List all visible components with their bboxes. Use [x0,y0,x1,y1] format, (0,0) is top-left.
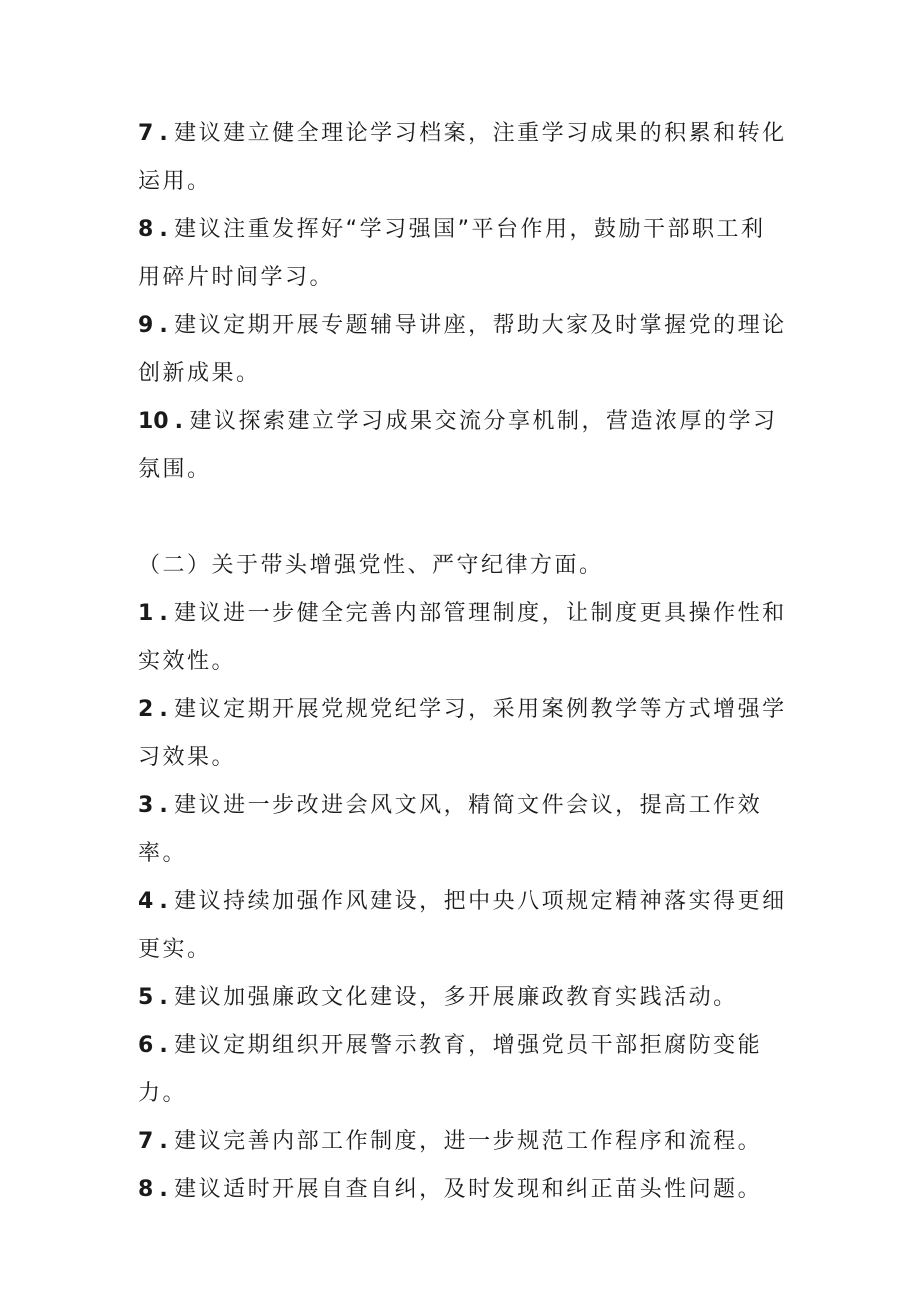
item-number: 2 [138,697,154,722]
item-text: 建议探索建立学习成果交流分享机制，营造浓厚的学习氛围。 [138,409,778,482]
item-separator: . [159,1177,171,1202]
item-separator: . [159,697,171,722]
section-heading: （二）关于带头增强党性、严守纪律方面。 [138,553,604,578]
item-text: 建议定期开展党规党纪学习，采用案例教学等方式增强学习效果。 [138,697,787,770]
list-item [138,1022,788,1118]
item-number: 7 [138,1129,154,1154]
list-item [138,1118,788,1166]
list-item [138,878,788,974]
list-item [138,686,788,782]
list-item [138,1166,788,1214]
item-number: 8 [138,217,154,242]
list-item [138,974,788,1022]
item-text: 建议定期组织开展警示教育，增强党员干部拒腐防变能力。 [138,1033,763,1106]
item-text: 建议建立健全理论学习档案，注重学习成果的积累和转化运用。 [138,121,787,194]
item-separator: . [159,121,171,146]
item-separator: . [159,1129,171,1154]
list-item [138,206,788,302]
list-item [138,782,788,878]
item-separator: . [159,217,171,242]
item-text: 建议完善内部工作制度，进一步规范工作程序和流程。 [174,1129,763,1154]
item-separator: . [159,601,171,626]
item-text: 建议进一步改进会风文风，精简文件会议，提高工作效率。 [138,793,763,866]
item-separator: . [159,313,171,338]
item-number: 1 [138,601,154,626]
item-number: 6 [138,1033,154,1058]
item-separator: . [159,889,171,914]
item-number: 3 [138,793,154,818]
list-item [138,398,788,494]
item-separator: . [159,1033,171,1058]
item-number: 8 [138,1177,154,1202]
item-number: 4 [138,889,154,914]
item-text: 建议加强廉政文化建设，多开展廉政教育实践活动。 [174,985,738,1010]
section-spacer [138,494,788,542]
item-number: 9 [138,313,154,338]
item-number: 10 [138,409,169,434]
item-text: 建议适时开展自查自纠，及时发现和纠正苗头性问题。 [174,1177,763,1202]
list-item [138,302,788,398]
item-text: 建议定期开展专题辅导讲座，帮助大家及时掌握党的理论创新成果。 [138,313,787,386]
item-separator: . [174,409,186,434]
item-separator: . [159,985,171,1010]
item-text: 建议持续加强作风建设，把中央八项规定精神落实得更细更实。 [138,889,787,962]
document-body [138,110,788,1214]
list-item [138,110,788,206]
item-number: 5 [138,985,154,1010]
item-separator: . [159,793,171,818]
item-text: 建议注重发挥好“学习强国”平台作用，鼓励干部职工利用碎片时间学习。 [138,217,766,290]
item-number: 7 [138,121,154,146]
list-item [138,590,788,686]
item-text: 建议进一步健全完善内部管理制度，让制度更具操作性和实效性。 [138,601,787,674]
